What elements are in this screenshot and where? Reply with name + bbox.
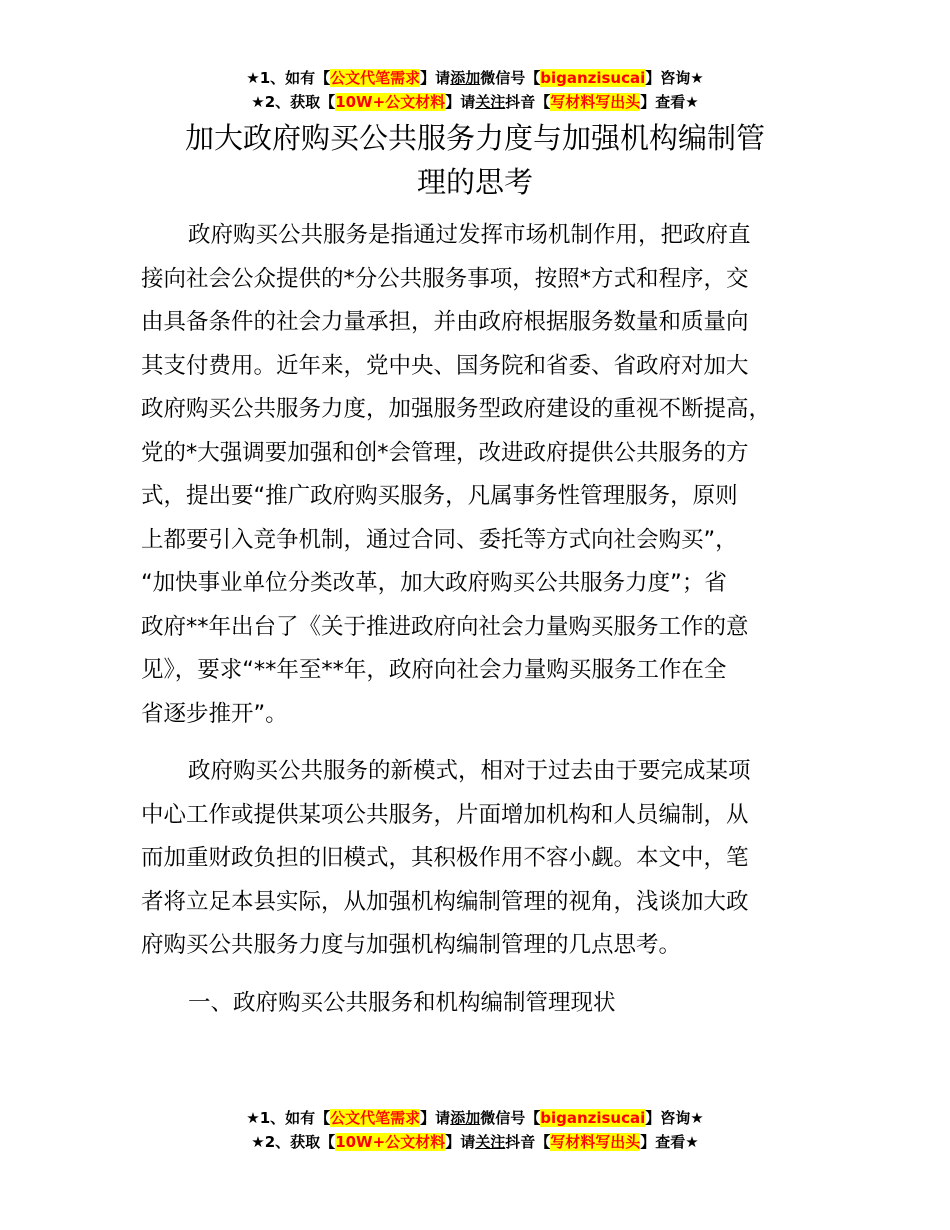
banner-text: 】请 (420, 69, 451, 87)
banner-highlight: 写材料写出头 (550, 1133, 641, 1151)
banner-underlined: 添加 (450, 1109, 481, 1127)
banner-line-2 (0, 90, 950, 114)
banner-text: 】咨询★ (645, 1109, 704, 1127)
text-line: 政府购买公共服务的新模式，相对于过去由于要完成某项 (188, 758, 751, 784)
banner-text: 】请 (445, 1133, 476, 1151)
banner-text: 抖音【 (505, 93, 551, 111)
title-line: 加大政府购买公共服务力度与加强机构编制管 (184, 121, 765, 155)
banner-highlight: biganzisucai (540, 1109, 646, 1127)
section-heading-text: 一、政府购买公共服务和机构编制管理现状 (188, 989, 616, 1016)
text-line: 上都要引入竞争机制，通过合同、委托等方式向社会购买”， (141, 526, 738, 553)
text-line: 接向社会公众提供的*分公共服务事项，按照*方式和程序，交 (141, 265, 749, 292)
banner-underlined: 关注 (475, 93, 506, 111)
text-line: 中心工作或提供某项公共服务，片面增加机构和人员编制，从 (141, 801, 749, 828)
banner-text: ★1、如有【 (246, 69, 331, 87)
banner-text: ★2、获取【 (251, 93, 336, 111)
banner-line-2 (0, 1130, 950, 1154)
text-line: 其支付费用。近年来，党中央、国务院和省委、省政府对加大 (141, 352, 749, 379)
title-line: 理的思考 (416, 165, 533, 199)
text-line: 而加重财政负担的旧模式，其积极作用不容小觑。本文中，笔 (141, 845, 749, 871)
document-title (0, 116, 950, 204)
text-line: 省逐步推开”。 (141, 700, 288, 727)
banner-highlight: 10W+公文材料 (335, 93, 446, 111)
banner-text: 】请 (445, 93, 476, 111)
paragraph-2 (141, 750, 831, 968)
text-line: 见》，要求“**年至**年，政府向社会力量购买服务工作在全 (141, 657, 727, 683)
banner-line-1 (0, 66, 950, 90)
banner-underlined: 关注 (475, 1133, 506, 1151)
bottom-banner (0, 1106, 950, 1154)
banner-highlight: 公文代笔需求 (330, 1109, 421, 1127)
text-line: “加快事业单位分类改革，加大政府购买公共服务力度”；省 (141, 570, 727, 596)
text-line: 府购买公共服务力度与加强机构编制管理的几点思考。 (141, 932, 682, 958)
banner-underlined: 添加 (450, 69, 481, 87)
banner-text: 】请 (420, 1109, 451, 1127)
banner-text: 抖音【 (505, 1133, 551, 1151)
banner-text: 微信号【 (480, 69, 541, 87)
banner-text: 】查看★ (640, 93, 699, 111)
document-body (141, 214, 831, 1039)
text-line: 党的*大强调要加强和创*会管理，改进政府提供公共服务的方 (141, 439, 749, 466)
banner-highlight: 10W+公文材料 (335, 1133, 446, 1151)
banner-highlight: 写材料写出头 (550, 93, 641, 111)
text-line: 政府**年出台了《关于推进政府向社会力量购买服务工作的意 (141, 613, 749, 640)
top-banner (0, 66, 950, 114)
banner-highlight: 公文代笔需求 (330, 69, 421, 87)
banner-text: 】咨询★ (645, 69, 704, 87)
banner-text: 微信号【 (480, 1109, 541, 1127)
text-line: 政府购买公共服务是指通过发挥市场机制作用，把政府直 (188, 222, 751, 248)
text-line: 者将立足本县实际，从加强机构编制管理的视角，浅谈加大政 (141, 888, 749, 915)
text-line: 政府购买公共服务力度，加强服务型政府建设的重视不断提高， (141, 396, 772, 422)
paragraph-1 (141, 214, 831, 736)
banner-highlight: biganzisucai (540, 69, 646, 87)
banner-text: 】查看★ (640, 1133, 699, 1151)
section-heading (141, 982, 831, 1026)
banner-text: ★2、获取【 (251, 1133, 336, 1151)
text-line: 式，提出要“推广政府购买服务，凡属事务性管理服务，原则 (141, 483, 738, 509)
text-line: 由具备条件的社会力量承担，并由政府根据服务数量和质量向 (141, 309, 749, 335)
banner-line-1 (0, 1106, 950, 1130)
banner-text: ★1、如有【 (246, 1109, 331, 1127)
